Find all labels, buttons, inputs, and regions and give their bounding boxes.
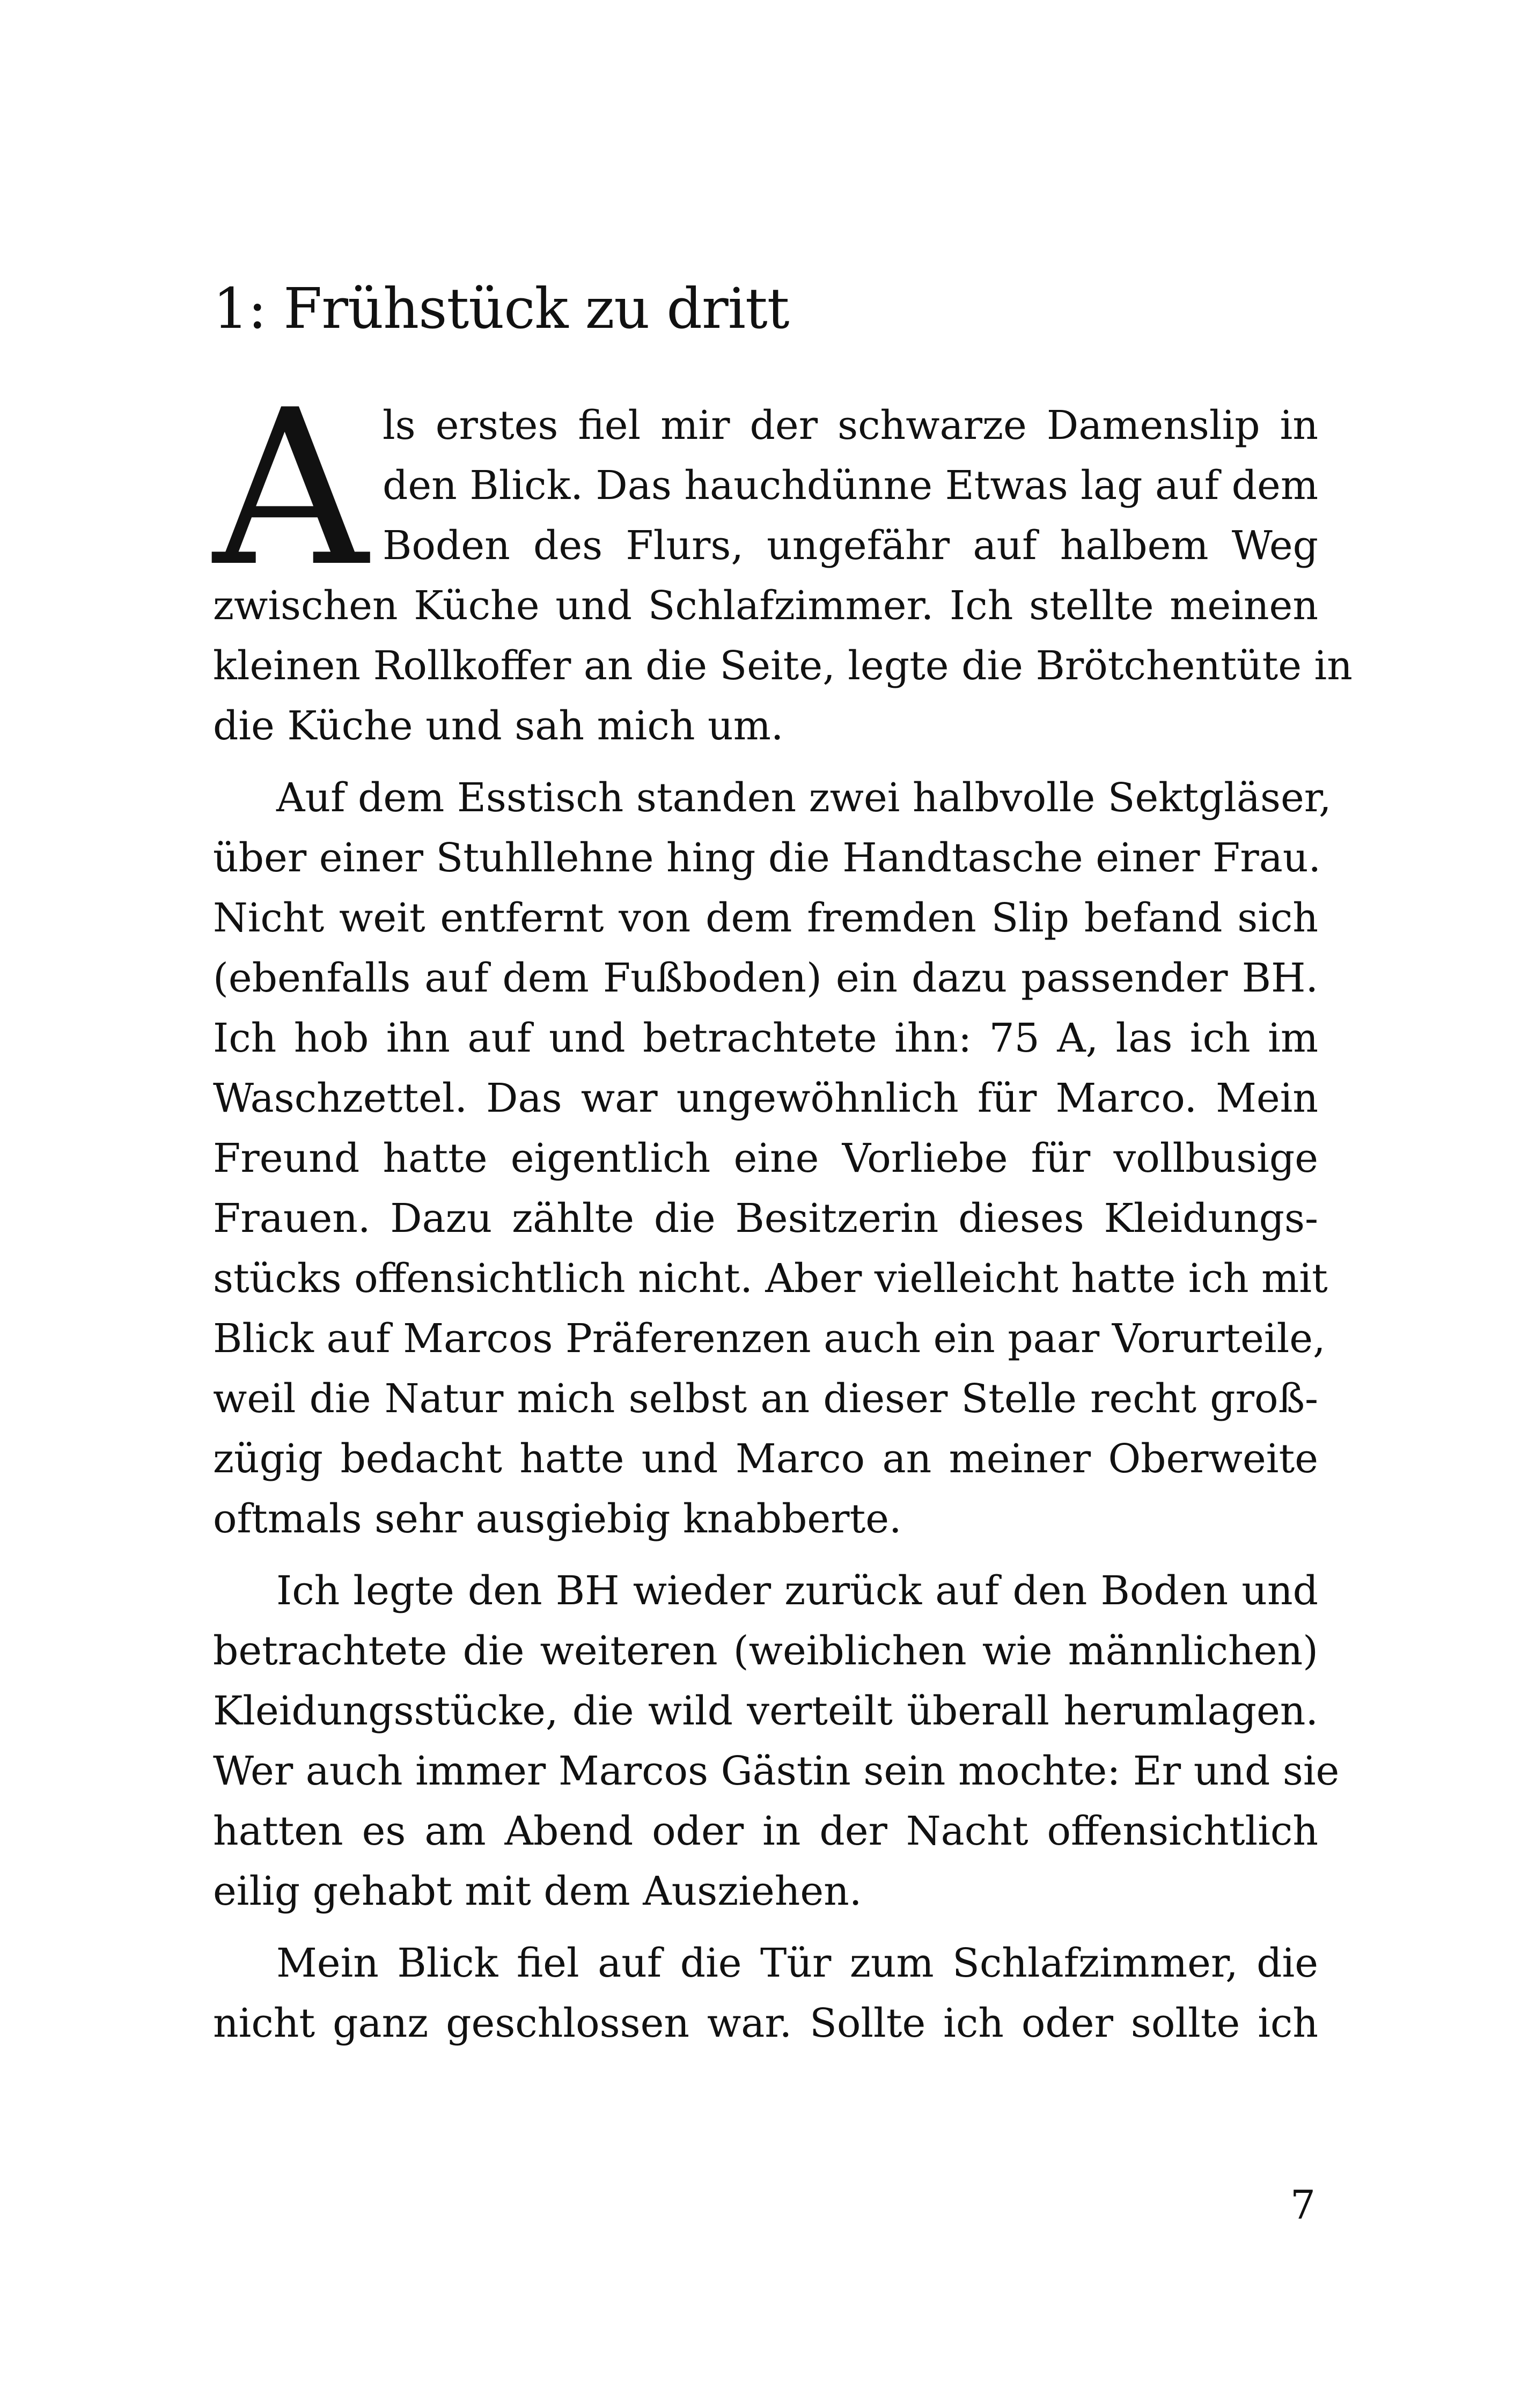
chapter-title: 1: Frühstück zu dritt bbox=[213, 275, 789, 341]
text-line: Frauen. Dazu zählte die Besitzerin dieses Kleidungs- bbox=[213, 1195, 1318, 1242]
page-number: 7 bbox=[1290, 2182, 1316, 2228]
text-line: hatten es am Abend oder in der Nacht offensichtlich bbox=[213, 1808, 1318, 1854]
paragraph-gap bbox=[213, 1549, 1318, 1561]
text-line: Mein Blick fiel auf die Tür zum Schlafzimmer, die bbox=[276, 1940, 1318, 1986]
text-line: kleinen Rollkoffer an die Seite, legte die Brötchentüte in bbox=[213, 643, 1353, 689]
text-line: weil die Natur mich selbst an dieser Stelle recht groß- bbox=[213, 1376, 1318, 1422]
text-line: eilig gehabt mit dem Ausziehen. bbox=[213, 1868, 862, 1914]
text-line: Auf dem Esstisch standen zwei halbvolle Sektgläser, bbox=[276, 775, 1332, 821]
text-line: zwischen Küche und Schlafzimmer. Ich stellte meinen bbox=[213, 583, 1318, 629]
text-line: den Blick. Das hauchdünne Etwas lag auf dem bbox=[383, 462, 1318, 509]
paragraph-1 bbox=[213, 364, 1353, 756]
text-line: über einer Stuhllehne hing die Handtasche einer Frau. bbox=[213, 835, 1321, 881]
text-line: Boden des Flurs, ungefähr auf halbem Weg bbox=[383, 523, 1318, 569]
text-line: zügig bedacht hatte und Marco an meiner Oberweite bbox=[213, 1436, 1318, 1482]
paragraph-3 bbox=[213, 1561, 1340, 1921]
text-line: nicht ganz geschlossen war. Sollte ich oder sollte ich bbox=[213, 2000, 1318, 2046]
text-line: stücks offensichtlich nicht. Aber vielleicht hatte ich mit bbox=[213, 1256, 1328, 1302]
text-line: Blick auf Marcos Präferenzen auch ein paar Vorurteile, bbox=[213, 1316, 1326, 1362]
text-line: (ebenfalls auf dem Fußboden) ein dazu passender BH. bbox=[213, 955, 1318, 1001]
text-line: Kleidungsstücke, die wild verteilt überall herumlagen. bbox=[213, 1688, 1318, 1734]
text-line: Wer auch immer Marcos Gästin sein mochte: Er und sie bbox=[213, 1748, 1340, 1794]
text-line: ls erstes fiel mir der schwarze Damenslip in bbox=[383, 402, 1318, 449]
text-line: Nicht weit entfernt von dem fremden Slip befand sich bbox=[213, 895, 1318, 941]
paragraph-gap bbox=[213, 1921, 1318, 1933]
text-line: Ich legte den BH wieder zurück auf den Boden und bbox=[276, 1568, 1318, 1614]
text-line: Ich hob ihn auf und betrachtete ihn: 75 A, las ich im bbox=[213, 1015, 1318, 1061]
paragraph-gap bbox=[213, 756, 1318, 768]
text-line: Freund hatte eigentlich eine Vorliebe für vollbusige bbox=[213, 1135, 1318, 1181]
paragraph-4 bbox=[213, 1933, 1318, 2053]
text-line: oftmals sehr ausgiebig knabberte. bbox=[213, 1496, 902, 1542]
paragraph-2 bbox=[213, 768, 1332, 1549]
text-line: betrachtete die weiteren (weiblichen wie männlichen) bbox=[213, 1628, 1318, 1674]
text-line: die Küche und sah mich um. bbox=[213, 703, 784, 749]
drop-cap-initial: A bbox=[213, 364, 368, 614]
text-line: Waschzettel. Das war ungewöhnlich für Marco. Mein bbox=[213, 1075, 1318, 1121]
body-text bbox=[213, 364, 1353, 2053]
